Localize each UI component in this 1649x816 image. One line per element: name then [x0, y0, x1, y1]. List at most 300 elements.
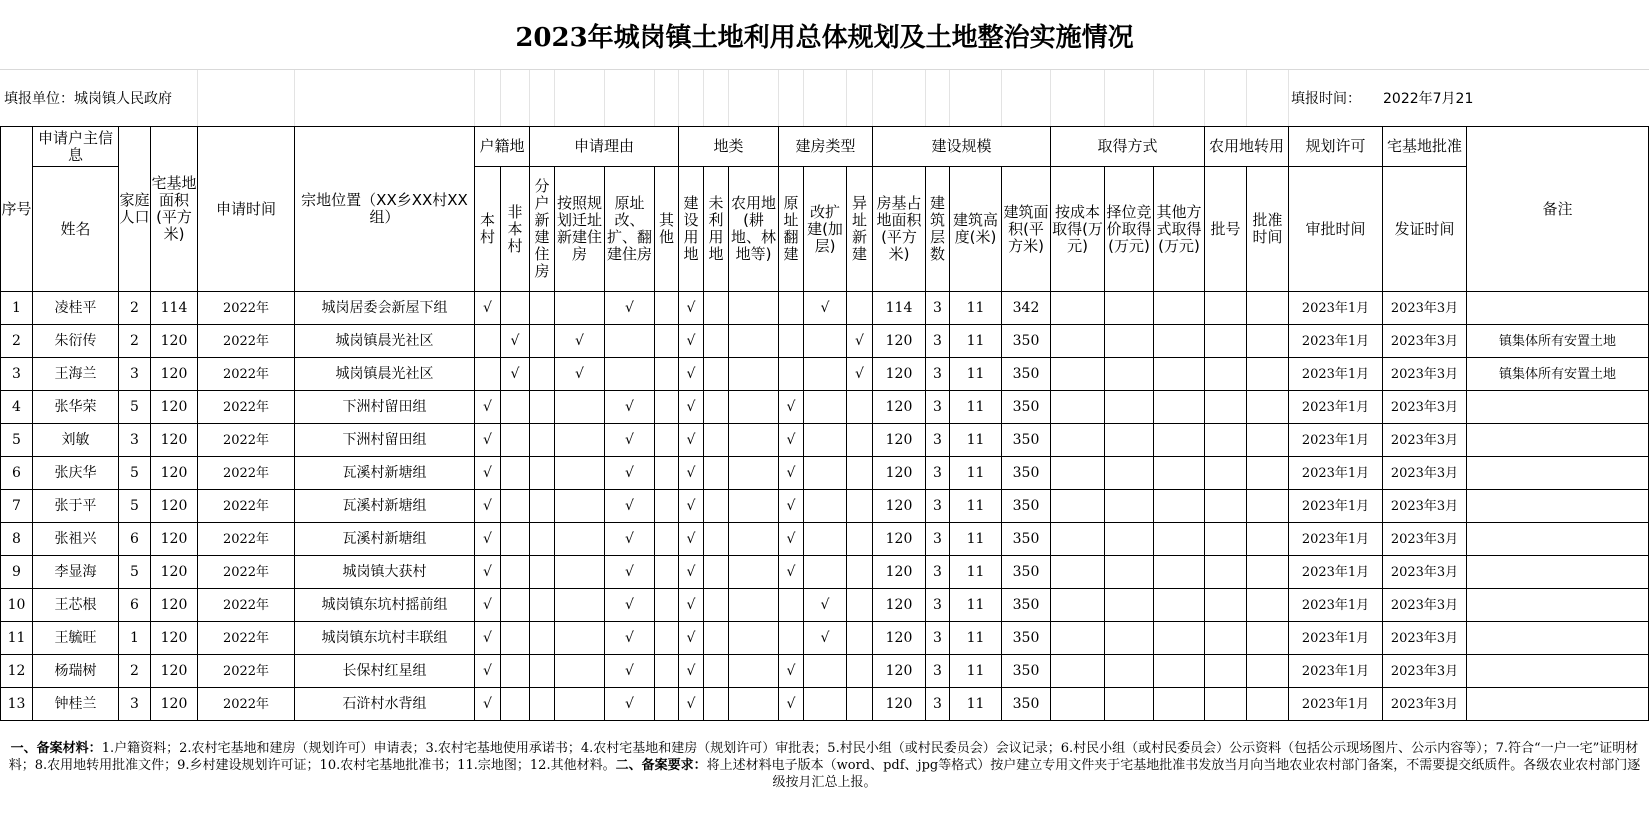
header-name: 姓名 [33, 167, 119, 292]
cell-building-area: 350 [1002, 655, 1051, 688]
cell-reason-other [655, 523, 679, 556]
cell-btype-expand: √ [804, 622, 847, 655]
cell-reason-split [530, 457, 555, 490]
cell-cert-time: 2023年3月 [1383, 490, 1467, 523]
cell-reason-rebuild: √ [605, 589, 655, 622]
header-area: 宅基地面积(平方米) [151, 127, 198, 292]
cell-building-area: 350 [1002, 556, 1051, 589]
cell-btype-new [847, 490, 873, 523]
cell-reason-rebuild [605, 325, 655, 358]
cell-cert-time: 2023年3月 [1383, 358, 1467, 391]
cell-acq-cost [1051, 292, 1105, 325]
cell-land-unused [704, 490, 729, 523]
cell-conv-time [1247, 457, 1289, 490]
info-cell [1001, 70, 1051, 126]
cell-seq: 10 [1, 589, 33, 622]
cell-reason-rebuild: √ [605, 424, 655, 457]
header-hukou-group: 户籍地 [475, 127, 530, 167]
info-cell [1050, 70, 1105, 126]
cell-permit-time: 2023年1月 [1289, 391, 1383, 424]
cell-conv-no [1205, 292, 1247, 325]
cell-location: 城岗镇晨光社区 [295, 325, 475, 358]
info-cell [846, 70, 873, 126]
cell-land-unused [704, 556, 729, 589]
cell-land-agri [729, 391, 779, 424]
cell-btype-expand [804, 391, 847, 424]
cell-hukou-nonlocal [501, 424, 530, 457]
cell-name: 张祖兴 [33, 523, 119, 556]
cell-reason-plan [555, 589, 605, 622]
cell-acq-other [1154, 655, 1205, 688]
cell-reason-plan [555, 523, 605, 556]
table-row [1, 589, 1649, 622]
cell-conv-no [1205, 655, 1247, 688]
cell-reason-plan [555, 457, 605, 490]
cell-land-build: √ [679, 589, 704, 622]
cell-family: 3 [119, 688, 151, 721]
cell-cert-time: 2023年3月 [1383, 457, 1467, 490]
cell-note [1467, 688, 1649, 721]
cell-footprint: 120 [873, 589, 926, 622]
cell-family: 3 [119, 358, 151, 391]
cell-reason-other [655, 622, 679, 655]
cell-btype-orig: √ [779, 424, 804, 457]
cell-conv-no [1205, 589, 1247, 622]
cell-land-build: √ [679, 655, 704, 688]
cell-acq-other [1154, 622, 1205, 655]
cell-hukou-nonlocal [501, 688, 530, 721]
cell-seq: 9 [1, 556, 33, 589]
cell-height: 11 [950, 490, 1002, 523]
cell-hukou-local: √ [475, 688, 501, 721]
header-btype-orig: 原址翻建 [779, 167, 804, 292]
cell-btype-new [847, 391, 873, 424]
table-row [1, 457, 1649, 490]
cell-btype-expand [804, 490, 847, 523]
cell-apply-time: 2022年 [198, 358, 295, 391]
cell-apply-time: 2022年 [198, 556, 295, 589]
cell-btype-orig: √ [779, 490, 804, 523]
cell-floors: 3 [926, 490, 950, 523]
cell-name: 李显海 [33, 556, 119, 589]
cell-conv-no [1205, 457, 1247, 490]
cell-cert-time: 2023年3月 [1383, 655, 1467, 688]
cell-seq: 6 [1, 457, 33, 490]
cell-land-agri [729, 457, 779, 490]
cell-floors: 3 [926, 556, 950, 589]
info-cell [604, 70, 655, 126]
cell-floors: 3 [926, 622, 950, 655]
requirement-label: 二、备案要求： [615, 758, 707, 773]
cell-acq-cost [1051, 490, 1105, 523]
cell-reason-split [530, 589, 555, 622]
cell-hukou-nonlocal [501, 589, 530, 622]
cell-footprint: 120 [873, 391, 926, 424]
cell-apply-time: 2022年 [198, 490, 295, 523]
cell-seq: 8 [1, 523, 33, 556]
cell-btype-expand: √ [804, 292, 847, 325]
info-cell [949, 70, 1002, 126]
cell-btype-new: √ [847, 325, 873, 358]
cell-location: 瓦溪村新塘组 [295, 523, 475, 556]
cell-cert-time: 2023年3月 [1383, 589, 1467, 622]
cell-hukou-local [475, 325, 501, 358]
cell-btype-orig [779, 325, 804, 358]
cell-land-unused [704, 292, 729, 325]
cell-family: 6 [119, 589, 151, 622]
cell-reason-rebuild: √ [605, 490, 655, 523]
cell-btype-orig [779, 589, 804, 622]
cell-acq-cost [1051, 391, 1105, 424]
info-cell [474, 70, 501, 126]
cell-acq-bid [1105, 589, 1154, 622]
info-cell [529, 70, 555, 126]
cell-floors: 3 [926, 655, 950, 688]
cell-name: 张于平 [33, 490, 119, 523]
cell-conv-time [1247, 325, 1289, 358]
cell-footprint: 120 [873, 457, 926, 490]
cell-permit-time: 2023年1月 [1289, 490, 1383, 523]
cell-seq: 2 [1, 325, 33, 358]
cell-reason-split [530, 391, 555, 424]
cell-seq: 5 [1, 424, 33, 457]
cell-hukou-local: √ [475, 391, 501, 424]
cell-permit-time: 2023年1月 [1289, 556, 1383, 589]
cell-hukou-local: √ [475, 556, 501, 589]
header-scale-area: 建筑面积(平方米) [1002, 167, 1051, 292]
header-scale-group: 建设规模 [873, 127, 1051, 167]
cell-btype-new [847, 622, 873, 655]
cell-conv-time [1247, 556, 1289, 589]
page-title: 2023年城岗镇土地利用总体规划及土地整治实施情况 [515, 22, 1134, 53]
cell-reason-rebuild: √ [605, 457, 655, 490]
cell-area: 120 [151, 391, 198, 424]
cell-seq: 11 [1, 622, 33, 655]
cell-height: 11 [950, 688, 1002, 721]
cell-btype-expand [804, 358, 847, 391]
header-homestead-time: 发证时间 [1383, 167, 1467, 292]
cell-acq-other [1154, 457, 1205, 490]
cell-reason-split [530, 358, 555, 391]
cell-btype-new [847, 424, 873, 457]
header-apply-time: 申请时间 [198, 127, 295, 292]
info-cell [197, 70, 295, 126]
header-hukou-nonlocal: 非本村 [501, 167, 530, 292]
cell-land-agri [729, 655, 779, 688]
cell-building-area: 350 [1002, 523, 1051, 556]
footer-notes [4, 740, 1645, 791]
table-row [1, 325, 1649, 358]
cell-area: 120 [151, 688, 198, 721]
cell-land-agri [729, 424, 779, 457]
cell-area: 120 [151, 424, 198, 457]
info-cell [1246, 70, 1289, 126]
cell-hukou-nonlocal [501, 556, 530, 589]
cell-btype-expand [804, 457, 847, 490]
cell-note [1467, 424, 1649, 457]
cell-family: 5 [119, 391, 151, 424]
cell-footprint: 120 [873, 556, 926, 589]
cell-location: 城岗镇晨光社区 [295, 358, 475, 391]
cell-land-build: √ [679, 325, 704, 358]
cell-reason-rebuild: √ [605, 688, 655, 721]
cell-reason-rebuild: √ [605, 655, 655, 688]
cell-land-agri [729, 292, 779, 325]
header-reason-group: 申请理由 [530, 127, 679, 167]
cell-conv-no [1205, 391, 1247, 424]
cell-hukou-nonlocal: √ [501, 358, 530, 391]
cell-location: 瓦溪村新塘组 [295, 457, 475, 490]
table-row [1, 292, 1649, 325]
cell-family: 5 [119, 556, 151, 589]
info-cell [803, 70, 847, 126]
table-row [1, 490, 1649, 523]
info-cell [728, 70, 779, 126]
cell-btype-expand [804, 325, 847, 358]
cell-acq-bid [1105, 622, 1154, 655]
cell-btype-new [847, 523, 873, 556]
cell-floors: 3 [926, 589, 950, 622]
cell-land-agri [729, 589, 779, 622]
cell-btype-expand: √ [804, 589, 847, 622]
table-row [1, 655, 1649, 688]
cell-acq-bid [1105, 556, 1154, 589]
header-scale-floors: 建筑层数 [926, 167, 950, 292]
cell-land-unused [704, 391, 729, 424]
cell-land-unused [704, 688, 729, 721]
cell-btype-orig [779, 292, 804, 325]
cell-apply-time: 2022年 [198, 424, 295, 457]
cell-acq-bid [1105, 490, 1154, 523]
cell-land-build: √ [679, 523, 704, 556]
cell-conv-time [1247, 391, 1289, 424]
cell-footprint: 120 [873, 490, 926, 523]
info-cell [1153, 70, 1205, 126]
header-reason-rebuild: 原址改、扩、翻建住房 [605, 167, 655, 292]
table-row [1, 556, 1649, 589]
cell-conv-no [1205, 523, 1247, 556]
cell-reason-plan [555, 622, 605, 655]
cell-cert-time: 2023年3月 [1383, 391, 1467, 424]
cell-footprint: 114 [873, 292, 926, 325]
table-row [1, 688, 1649, 721]
cell-family: 1 [119, 622, 151, 655]
header-land-group: 地类 [679, 127, 779, 167]
cell-footprint: 120 [873, 424, 926, 457]
cell-land-unused [704, 622, 729, 655]
cell-floors: 3 [926, 424, 950, 457]
cell-acq-cost [1051, 523, 1105, 556]
cell-note [1467, 622, 1649, 655]
cell-hukou-nonlocal [501, 457, 530, 490]
cell-permit-time: 2023年1月 [1289, 655, 1383, 688]
cell-land-build: √ [679, 556, 704, 589]
cell-name: 张华荣 [33, 391, 119, 424]
cell-hukou-local [475, 358, 501, 391]
header-acq-cost: 按成本取得(万元) [1051, 167, 1105, 292]
cell-area: 120 [151, 523, 198, 556]
cell-land-agri [729, 325, 779, 358]
cell-acq-bid [1105, 424, 1154, 457]
cell-apply-time: 2022年 [198, 523, 295, 556]
cell-name: 王海兰 [33, 358, 119, 391]
cell-seq: 7 [1, 490, 33, 523]
cell-area: 120 [151, 655, 198, 688]
header-land-build: 建设用地 [679, 167, 704, 292]
cell-area: 120 [151, 358, 198, 391]
cell-btype-orig: √ [779, 391, 804, 424]
cell-height: 11 [950, 622, 1002, 655]
cell-reason-other [655, 589, 679, 622]
cell-reason-rebuild: √ [605, 292, 655, 325]
cell-permit-time: 2023年1月 [1289, 523, 1383, 556]
cell-btype-orig [779, 358, 804, 391]
cell-permit-time: 2023年1月 [1289, 688, 1383, 721]
cell-apply-time: 2022年 [198, 325, 295, 358]
cell-building-area: 350 [1002, 325, 1051, 358]
cell-reason-split [530, 622, 555, 655]
cell-acq-cost [1051, 358, 1105, 391]
cell-cert-time: 2023年3月 [1383, 556, 1467, 589]
cell-acq-bid [1105, 391, 1154, 424]
cell-apply-time: 2022年 [198, 655, 295, 688]
cell-acq-cost [1051, 325, 1105, 358]
cell-hukou-nonlocal [501, 292, 530, 325]
header-reason-plan: 按照规划迁址新建住房 [555, 167, 605, 292]
cell-reason-other [655, 391, 679, 424]
cell-name: 刘敏 [33, 424, 119, 457]
cell-location: 城岗镇大获村 [295, 556, 475, 589]
cell-name: 朱衍传 [33, 325, 119, 358]
cell-location: 长保村红星组 [295, 655, 475, 688]
cell-acq-cost [1051, 424, 1105, 457]
cell-conv-time [1247, 589, 1289, 622]
cell-land-unused [704, 523, 729, 556]
cell-btype-new: √ [847, 358, 873, 391]
cell-hukou-nonlocal [501, 391, 530, 424]
cell-note [1467, 655, 1649, 688]
cell-conv-time [1247, 292, 1289, 325]
info-cell [500, 70, 530, 126]
cell-permit-time: 2023年1月 [1289, 589, 1383, 622]
cell-note [1467, 556, 1649, 589]
cell-btype-new [847, 457, 873, 490]
cell-hukou-local: √ [475, 589, 501, 622]
header-homestead-group: 宅基地批准 [1383, 127, 1467, 167]
cell-building-area: 350 [1002, 391, 1051, 424]
cell-btype-orig: √ [779, 655, 804, 688]
cell-cert-time: 2023年3月 [1383, 424, 1467, 457]
cell-acq-other [1154, 490, 1205, 523]
cell-note [1467, 589, 1649, 622]
cell-conv-no [1205, 622, 1247, 655]
cell-conv-time [1247, 424, 1289, 457]
cell-reason-plan: √ [555, 358, 605, 391]
cell-family: 5 [119, 490, 151, 523]
cell-btype-expand [804, 556, 847, 589]
cell-acq-bid [1105, 655, 1154, 688]
cell-hukou-local: √ [475, 292, 501, 325]
cell-btype-orig: √ [779, 688, 804, 721]
cell-apply-time: 2022年 [198, 688, 295, 721]
info-cell [678, 70, 704, 126]
header-seq: 序号 [1, 127, 33, 292]
cell-height: 11 [950, 457, 1002, 490]
header-btype-new: 异址新建 [847, 167, 873, 292]
cell-location: 石浒村水背组 [295, 688, 475, 721]
cell-btype-orig [779, 622, 804, 655]
cell-reason-split [530, 490, 555, 523]
info-cell [872, 70, 926, 126]
cell-reason-plan [555, 556, 605, 589]
cell-seq: 13 [1, 688, 33, 721]
cell-family: 3 [119, 424, 151, 457]
cell-acq-other [1154, 325, 1205, 358]
cell-land-unused [704, 424, 729, 457]
cell-family: 2 [119, 655, 151, 688]
cell-reason-plan [555, 391, 605, 424]
cell-reason-split [530, 292, 555, 325]
cell-reason-split [530, 556, 555, 589]
cell-acq-other [1154, 391, 1205, 424]
cell-conv-time [1247, 622, 1289, 655]
cell-reason-other [655, 490, 679, 523]
info-row [0, 70, 1649, 126]
cell-acq-cost [1051, 688, 1105, 721]
table-row [1, 523, 1649, 556]
cell-reason-other [655, 556, 679, 589]
cell-name: 张庆华 [33, 457, 119, 490]
cell-acq-bid [1105, 688, 1154, 721]
cell-building-area: 350 [1002, 424, 1051, 457]
requirement-text: 将上述材料电子版本（word、pdf、jpg等格式）按户建立专用文件夹于宅基地批准书发放当月向当地农业农村部门备案，不需要提交纸质件。各级农业农村部门逐级按月汇总上报。 [706, 758, 1641, 790]
cell-land-agri [729, 622, 779, 655]
cell-floors: 3 [926, 358, 950, 391]
cell-hukou-local: √ [475, 622, 501, 655]
cell-building-area: 342 [1002, 292, 1051, 325]
cell-reason-split [530, 325, 555, 358]
cell-height: 11 [950, 292, 1002, 325]
info-cell [1204, 70, 1247, 126]
cell-note [1467, 490, 1649, 523]
info-cell [654, 70, 679, 126]
cell-floors: 3 [926, 523, 950, 556]
cell-height: 11 [950, 424, 1002, 457]
cell-reason-other [655, 655, 679, 688]
cell-building-area: 350 [1002, 457, 1051, 490]
cell-area: 120 [151, 622, 198, 655]
header-reason-other: 其他 [655, 167, 679, 292]
cell-floors: 3 [926, 688, 950, 721]
cell-location: 城岗居委会新屋下组 [295, 292, 475, 325]
cell-building-area: 350 [1002, 490, 1051, 523]
header-hukou-local: 本村 [475, 167, 501, 292]
cell-reason-other [655, 424, 679, 457]
header-scale-footprint: 房基占地面积(平方米) [873, 167, 926, 292]
cell-family: 6 [119, 523, 151, 556]
cell-reason-rebuild: √ [605, 523, 655, 556]
cell-hukou-local: √ [475, 424, 501, 457]
table-row [1, 424, 1649, 457]
cell-conv-time [1247, 688, 1289, 721]
cell-acq-cost [1051, 622, 1105, 655]
cell-height: 11 [950, 358, 1002, 391]
cell-hukou-local: √ [475, 655, 501, 688]
cell-land-agri [729, 358, 779, 391]
cell-note [1467, 292, 1649, 325]
cell-permit-time: 2023年1月 [1289, 457, 1383, 490]
materials-label: 一、备案材料： [10, 741, 102, 756]
